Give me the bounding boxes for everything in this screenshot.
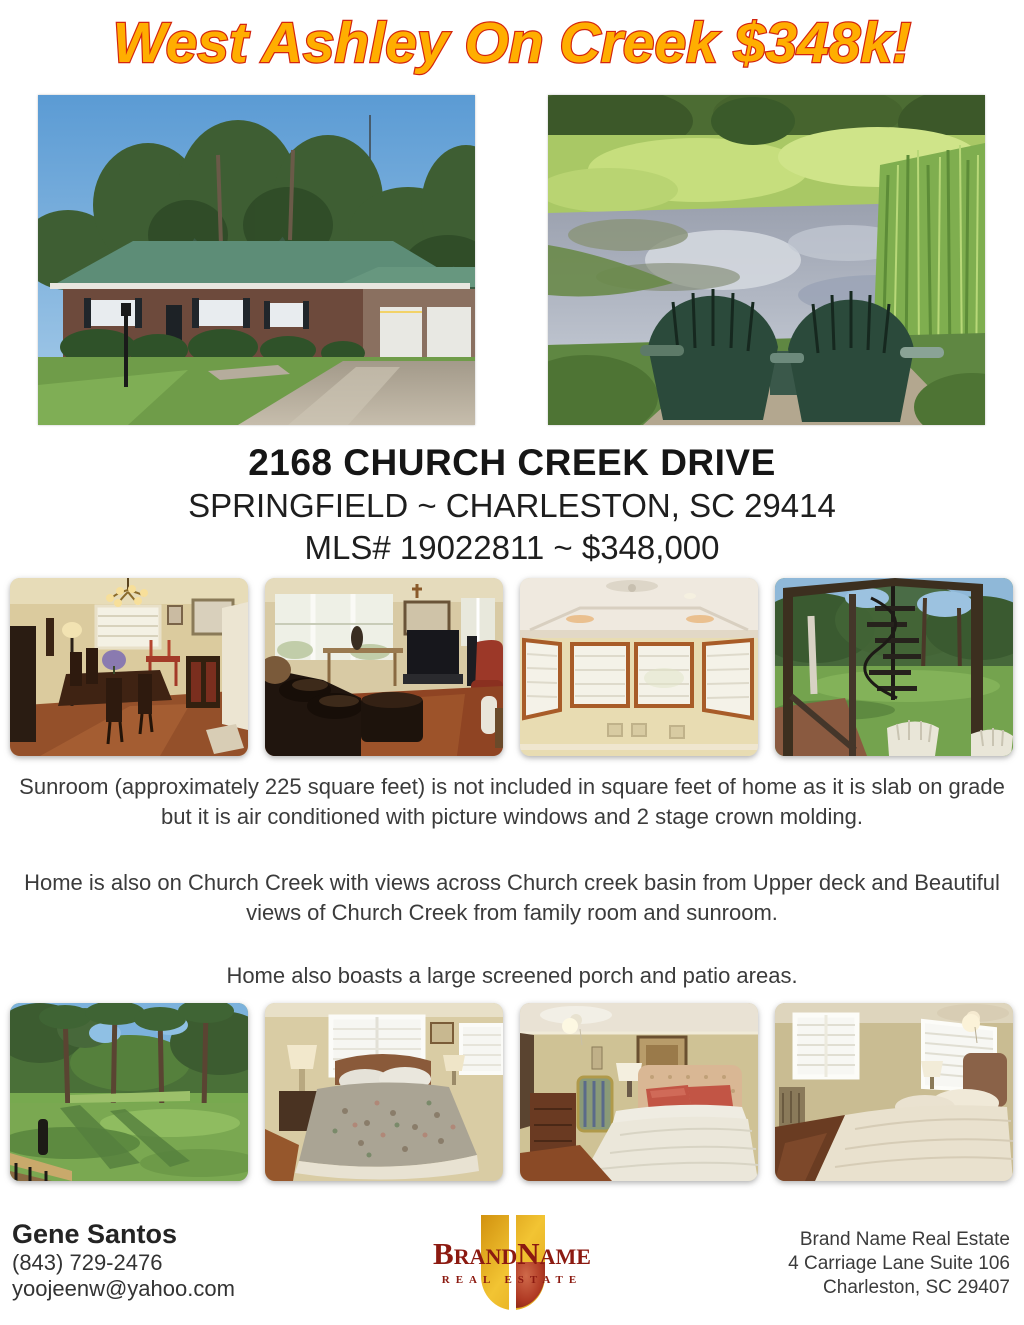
brokerage-address-block bbox=[788, 1228, 1010, 1300]
address-line1: 2168 CHURCH CREEK DRIVE bbox=[248, 442, 776, 483]
photo-sunroom-windows bbox=[520, 578, 758, 756]
photo-dining-room bbox=[10, 578, 248, 756]
photo-house-front bbox=[38, 95, 475, 425]
page-title-svg bbox=[0, 2, 1024, 84]
photo-screened-porch-stair bbox=[775, 578, 1013, 756]
address-line3: MLS# 19022811 ~ $348,000 bbox=[304, 529, 720, 566]
photo-bedroom-floral bbox=[265, 1003, 503, 1181]
description-paragraph-2: Home is also on Church Creek with views across Church creek basin from Upper deck and Beautiful views of Church Creek from family room and sunroom. bbox=[24, 870, 1000, 925]
photo-bedroom-red-pillows bbox=[520, 1003, 758, 1181]
brokerage-address-line1: 4 Carriage Lane Suite 106 bbox=[788, 1253, 1010, 1274]
photo-bedroom-two-windows bbox=[775, 1003, 1013, 1181]
photo-backyard-trees bbox=[10, 1003, 248, 1181]
brokerage-logo-text: BrandName bbox=[433, 1236, 591, 1271]
brokerage-address-line2: Charleston, SC 29407 bbox=[823, 1277, 1010, 1298]
listing-address-block bbox=[0, 440, 1024, 569]
page-title bbox=[0, 2, 1024, 84]
address-line2: SPRINGFIELD ~ CHARLESTON, SC 29414 bbox=[188, 487, 836, 524]
photo-creek-chairs bbox=[548, 95, 985, 425]
description-paragraph-3: Home also boasts a large screened porch and patio areas. bbox=[226, 963, 798, 988]
photo-living-room bbox=[265, 578, 503, 756]
page-title-text: West Ashley On Creek $348k! bbox=[112, 11, 912, 75]
agent-name: Gene Santos bbox=[12, 1219, 178, 1249]
brokerage-logo bbox=[432, 1210, 592, 1322]
description-paragraph-1: Sunroom (approximately 225 square feet) is not included in square feet of home as it is slab on grade but it is air conditioned with picture windows and 2 stage crown molding. bbox=[19, 774, 1005, 829]
agent-contact-block bbox=[12, 1218, 235, 1302]
agent-phone: (843) 729-2476 bbox=[12, 1250, 163, 1275]
brokerage-name: Brand Name Real Estate bbox=[799, 1229, 1010, 1250]
agent-email: yoojeenw@yahoo.com bbox=[12, 1276, 235, 1301]
brokerage-logo-subtext: REAL ESTATE bbox=[441, 1274, 583, 1286]
